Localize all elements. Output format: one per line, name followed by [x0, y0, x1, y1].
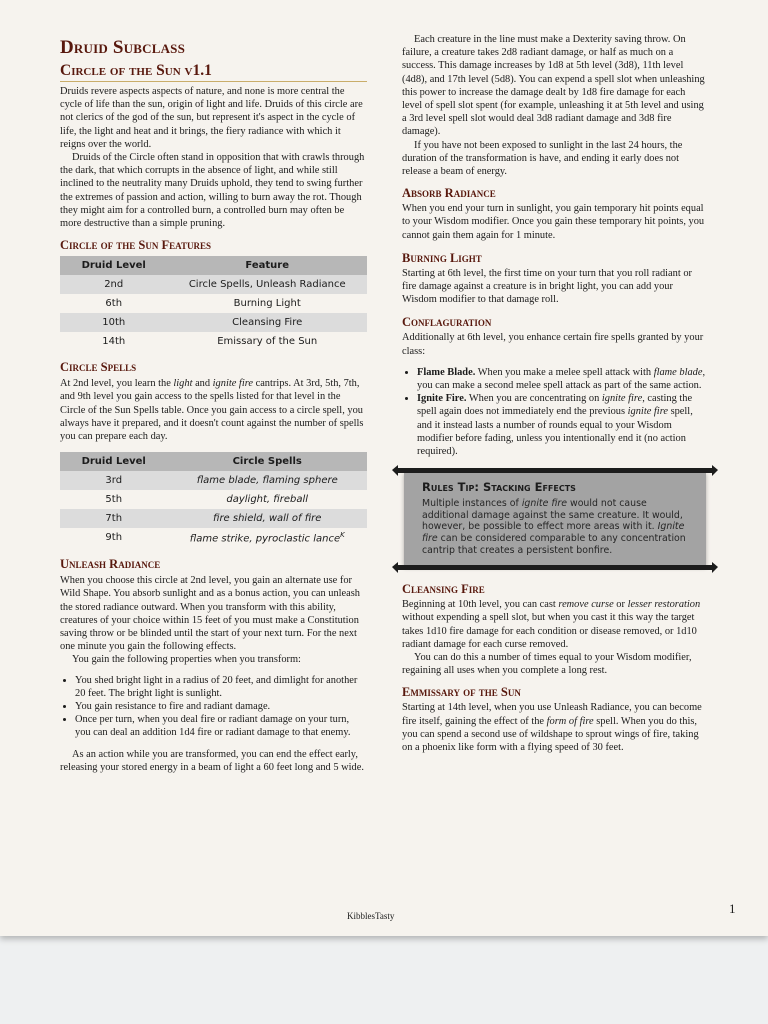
table-cell: 10th: [60, 313, 167, 332]
table-cell: flame blade, flaming sphere: [167, 471, 367, 490]
emissary-paragraph: Starting at 14th level, when you use Unleash Radiance, you can become fire itself, gaining the effect of the form of fire spell. When you do this, you can spend a second use of wildshape to sprout wings of fire, taking on a phoenix like form with a flying speed of 30 feet.: [402, 702, 702, 754]
table-row: [60, 332, 367, 351]
spells-paragraph: At 2nd level, you learn the light and ignite fire cantrips. At 3rd, 5th, 7th, and 9th level you gain access to the spells listed for that level in the Circle of the Sun Spells table. Once you gain access to a circle spell, you always have it prepared, and it doesn't count against the number of spells you can prepare each day.: [60, 378, 364, 443]
unleash-continued-paragraph: If you have not been exposed to sunlight in the last 24 hours, the duration of the transformation is have, and ending it early does not release a beam of energy.: [402, 139, 683, 178]
intro-paragraph: Druids of the Circle often stand in opposition that with crawls through the dark, that which corrupts in the absence of light, and while still inclined to the neutrality many Druids uphold, they tend to swing further the extremes of passion and action, willing to burn away the rot. Though they might aim for a controlled burn, a controlled burn may often be more destructive than a simple pruning.: [60, 152, 365, 230]
rules-tip-text: Multiple instances of ignite fire would not cause additional damage against the same creature. It would, however, be possible to effect more areas with it. Ignite fire can be considered comparable to any concentration cantrip that creates a persistent bonfire.: [422, 498, 686, 556]
table-row: [60, 313, 367, 332]
subclass-title: Circle of the Sun v1.1: [60, 62, 367, 82]
conflaguration-list: [402, 366, 708, 458]
table-header: Druid Level: [60, 452, 167, 471]
list-item: • Ignite Fire. When you are concentrating on ignite fire, casting the spell again does not immediately end the previous ignite fire spell, and it instead lasts a number of rounds equal to your Wisdom modifier before fading, unless you intentionally end it (no action required).: [417, 392, 708, 458]
table-cell: 2nd: [60, 275, 167, 294]
table-row: [60, 528, 367, 547]
absorb-paragraph: When you end your turn in sunlight, you gain temporary hit points equal to your Wisdom modifier. Once you gain these temporary hit points, you cannot gain them again for 1 minute.: [402, 203, 705, 241]
table-cell: fire shield, wall of fire: [167, 509, 367, 528]
table-cell: 6th: [105, 298, 123, 310]
table-header: Circle Spells: [167, 452, 367, 471]
intro-paragraph: Druids revere aspects aspects of nature, and none is more central the cycle of life than the sun, origin of light and life. Druids of this circle are not clerics of the god of the sun, but represent it's aspect in the cycle of life, the light and heat and it brings, the fiery radiance with which it reigns over the world.: [60, 86, 363, 150]
burning-heading: Burning Light: [402, 250, 482, 265]
table-row: [60, 294, 367, 313]
right-column: [402, 0, 708, 754]
unleash-heading: Unleash Radiance: [60, 557, 161, 572]
table-header-row: [60, 452, 367, 471]
cleansing-heading: Cleansing Fire: [402, 582, 485, 597]
table-row: [60, 509, 367, 528]
page-number: 1: [729, 901, 736, 916]
table-cell: 14th: [102, 336, 126, 348]
conflaguration-heading: Conflaguration: [402, 315, 492, 330]
features-heading: Circle of the Sun Features: [60, 238, 211, 253]
table-cell: daylight, fireball: [226, 494, 309, 506]
page-title: Druid Subclass: [60, 37, 186, 58]
list-item: • You shed bright light in a radius of 20 feet, and dimlight for another 20 feet. The bright light is sunlight.: [75, 674, 367, 700]
rules-tip-title: Rules Tip: Stacking Effects: [422, 480, 576, 495]
burning-paragraph: Starting at 6th level, the first time on your turn that you roll radiant or fire damage against a creature is in bright light, you can add your Wisdom modifier to that damage roll.: [402, 267, 693, 306]
cleansing-paragraph: You can do this a number of times equal to your Wisdom modifier, regaining all uses when you complete a long rest.: [402, 652, 692, 677]
unleash-continued-paragraph: Each creature in the line must make a Dexterity saving throw. On failure, a creature takes 2d8 radiant damage, or half as much on a success. This damage increases by 1d8 at 5th level (3d8), 11th level (4d8), and 17th level (5d8). You can expend a spell slot when unleashing this power to increase the damage dealt by 1d8 fire damage for each level of spell slot spent (for example, unleashing it at 5th level and using a 3rd level spell slot would deal 3d8 radiant damage and 3d8 fire damage).: [402, 34, 705, 138]
tip-box-bottom-bar: [396, 565, 714, 570]
table-header-row: [60, 256, 367, 275]
table-header: Feature: [167, 256, 367, 275]
emissary-heading: Emmissary of the Sun: [402, 685, 521, 700]
table-cell: 3rd: [60, 471, 167, 490]
table-row: [60, 275, 367, 294]
list-item: • Once per turn, when you deal fire or radiant damage on your turn, you can deal an addition 1d4 fire or radiant damage to that enemy.: [75, 713, 367, 739]
table-cell: Emissary of the Sun: [217, 336, 318, 348]
table-cell: 9th: [105, 532, 123, 544]
absorb-heading: Absorb Radiance: [402, 186, 496, 201]
left-column: [60, 0, 367, 774]
unleash-paragraph: When you choose this circle at 2nd level, you gain an alternate use for Wild Shape. You absorb sunlight and as a bonus action, you can unleash the stored radiance outward. When you transform with this ability, creatures of your choice within 15 feet of you must make a Constitution saving throw or be blinded until the start of your next turn. For the next one minute you gain the following effects.: [60, 575, 361, 653]
table-cell: 7th: [60, 509, 167, 528]
unleash-list: [60, 674, 367, 740]
table-cell: Circle Spells, Unleash Radiance: [167, 275, 367, 294]
spells-table: [60, 452, 367, 547]
superscript-marker: K: [340, 531, 345, 540]
table-header: Druid Level: [60, 256, 167, 275]
features-table: [60, 256, 367, 351]
table-row: [60, 490, 367, 509]
table-cell: flame strike, pyroclastic lance$^K$: [189, 531, 345, 545]
cleansing-paragraph: Beginning at 10th level, you can cast remove curse or lesser restoration without expending a spell slot, but when you cast it this way the target takes 1d10 fire damage for each condition or disease removed, or 1d10 radiant damage for each curse removed.: [402, 599, 701, 650]
conflaguration-paragraph: Additionally at 6th level, you enhance certain fire spells granted by your class:: [402, 332, 704, 357]
tip-box-top-bar: [396, 468, 714, 473]
table-cell: Cleansing Fire: [167, 313, 367, 332]
table-cell: 5th: [105, 494, 123, 506]
unleash-paragraph: As an action while you are transformed, you can end the effect early, releasing your stored energy in a beam of light a 60 feet long and 5 wide.: [60, 748, 364, 773]
table-row: [60, 471, 367, 490]
spells-heading: Circle Spells: [60, 360, 137, 375]
footer-author: KibblesTasty: [347, 911, 395, 921]
unleash-paragraph: You gain the following properties when you transform:: [72, 654, 301, 666]
list-item: • Flame Blade. When you make a melee spell attack with flame blade, you can make a second melee spell attack as part of the same action.: [417, 366, 708, 392]
rules-tip-box: [404, 472, 706, 566]
table-cell: Burning Light: [233, 298, 301, 310]
list-item: • You gain resistance to fire and radiant damage.: [75, 700, 367, 713]
